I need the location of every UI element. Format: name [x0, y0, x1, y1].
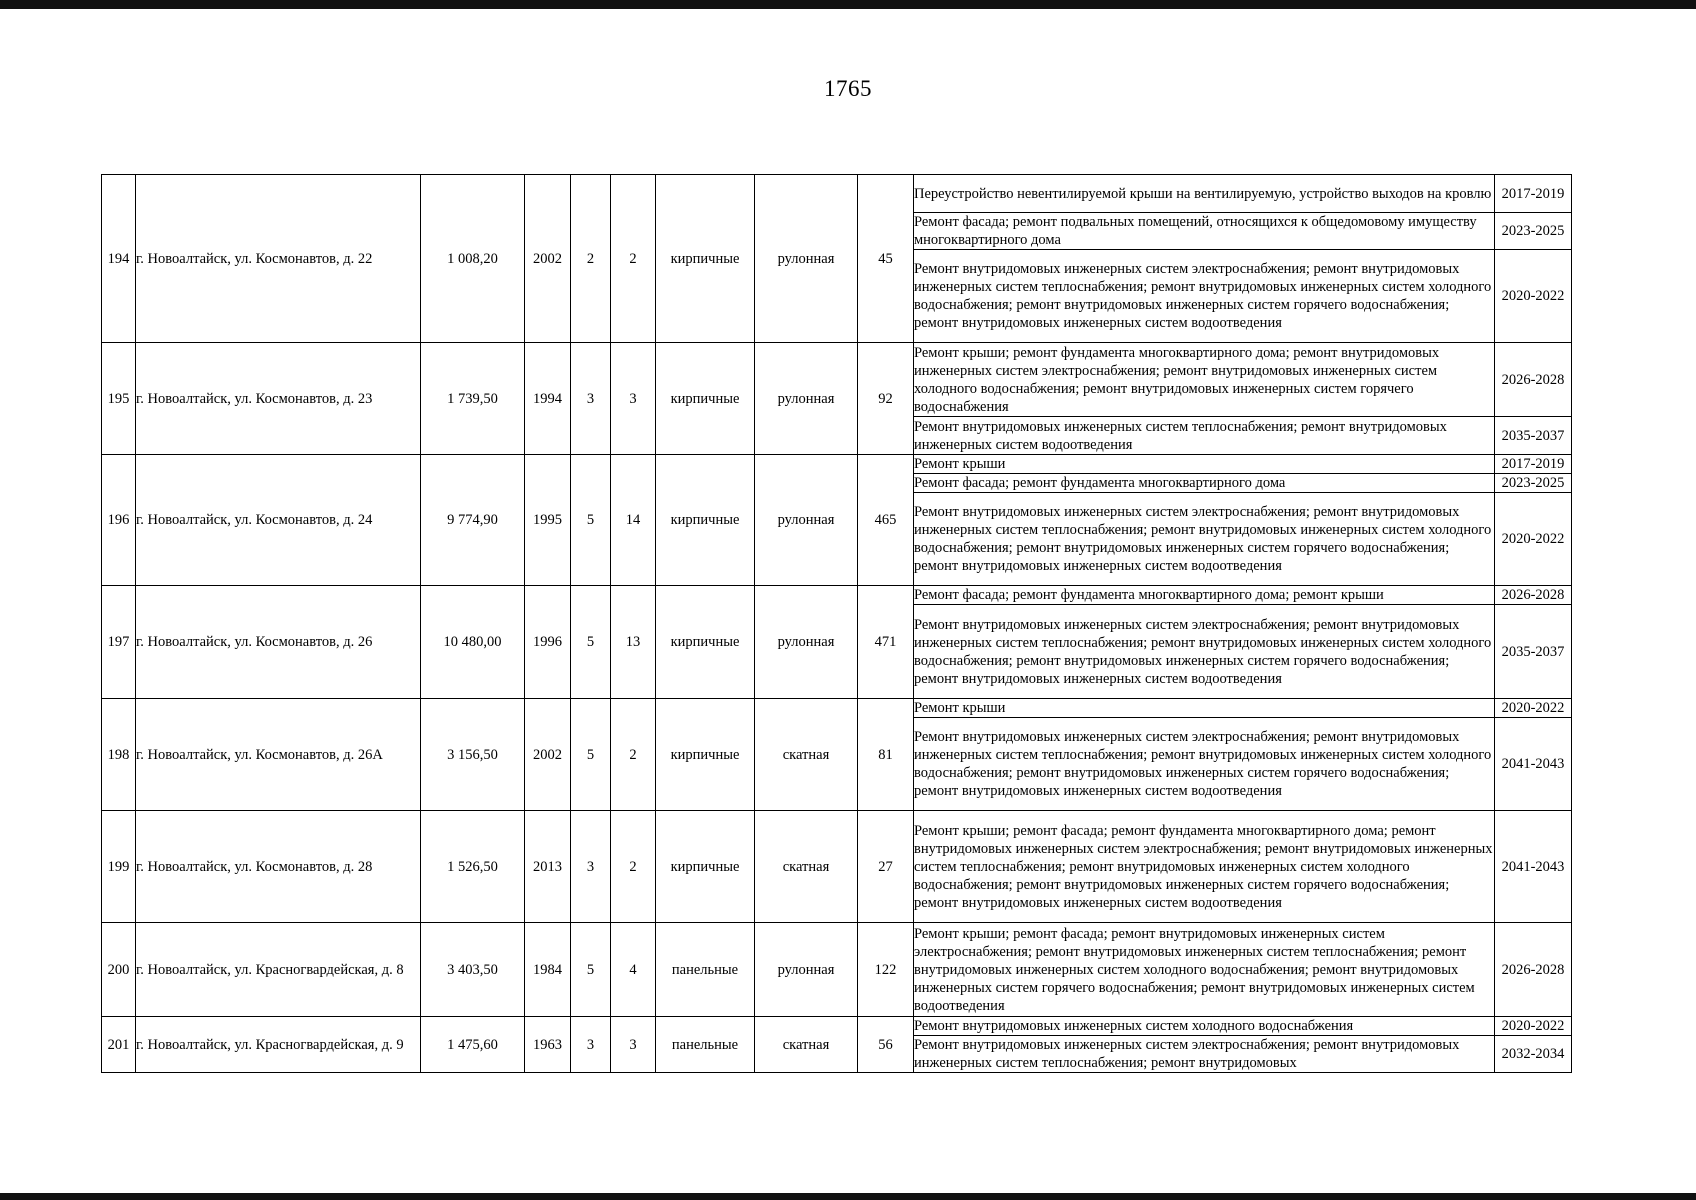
work-description: Ремонт внутридомовых инженерных систем электроснабжения; ремонт внутридомовых инженерных систем теплоснабжения; ремонт внутридомовых инженерных систем холодного водоснабжения; ремонт внутридомовых инженерных систем горячего водоснабжения; ремонт внутридомовых инженерных систем водоотведения — [914, 718, 1495, 811]
page-number: 1765 — [824, 76, 872, 101]
floors-cell: 2 — [571, 175, 611, 343]
work-period: 2023-2025 — [1495, 213, 1572, 250]
table-row — [102, 175, 1572, 213]
wall-material-cell: кирпичные — [656, 343, 755, 455]
roof-type-cell: рулонная — [755, 923, 858, 1017]
entrances-cell: 2 — [611, 811, 656, 923]
work-period: 2020-2022 — [1495, 699, 1572, 718]
year-cell: 2013 — [525, 811, 571, 923]
record-number: 197 — [102, 586, 136, 699]
work-description: Ремонт крыши; ремонт фасада; ремонт фундамента многоквартирного дома; ремонт внутридомовых инженерных систем электроснабжения; ремонт внутридомовых инженерных систем теплоснабжения; ремонт внутридомовых инженерных систем холодного водоснабжения; ремонт внутридомовых инженерных систем горячего водоснабжения; ремонт внутридомовых инженерных систем водоотведения — [914, 811, 1495, 923]
table-row — [102, 586, 1572, 605]
floors-cell: 3 — [571, 811, 611, 923]
work-description: Ремонт крыши; ремонт фасада; ремонт внутридомовых инженерных систем электроснабжения; ремонт внутридомовых инженерных систем теплоснабжения; ремонт внутридомовых инженерных систем холодного водоснабжения; ремонт внутридомовых инженерных систем горячего водоснабжения; ремонт внутридомовых инженерных систем водоотведения — [914, 923, 1495, 1017]
area-cell: 9 774,90 — [421, 455, 525, 586]
scan-border-bottom — [0, 1193, 1696, 1200]
work-description: Ремонт крыши — [914, 699, 1495, 718]
work-description: Ремонт крыши — [914, 455, 1495, 474]
entrances-cell: 2 — [611, 699, 656, 811]
work-period: 2020-2022 — [1495, 250, 1572, 343]
work-description: Ремонт фасада; ремонт фундамента многоквартирного дома — [914, 474, 1495, 493]
work-period: 2026-2028 — [1495, 923, 1572, 1017]
residents-cell: 56 — [858, 1017, 914, 1073]
wall-material-cell: кирпичные — [656, 586, 755, 699]
address-cell: г. Новоалтайск, ул. Космонавтов, д. 26 — [136, 586, 421, 699]
table-row — [102, 1017, 1572, 1036]
address-cell: г. Новоалтайск, ул. Красногвардейская, д. 8 — [136, 923, 421, 1017]
year-cell: 1963 — [525, 1017, 571, 1073]
work-period: 2035-2037 — [1495, 605, 1572, 699]
residents-cell: 92 — [858, 343, 914, 455]
work-period: 2041-2043 — [1495, 811, 1572, 923]
entrances-cell: 13 — [611, 586, 656, 699]
year-cell: 1996 — [525, 586, 571, 699]
address-cell: г. Новоалтайск, ул. Красногвардейская, д. 9 — [136, 1017, 421, 1073]
roof-type-cell: рулонная — [755, 455, 858, 586]
address-cell: г. Новоалтайск, ул. Космонавтов, д. 24 — [136, 455, 421, 586]
roof-type-cell: скатная — [755, 699, 858, 811]
residents-cell: 45 — [858, 175, 914, 343]
floors-cell: 5 — [571, 586, 611, 699]
area-cell: 1 008,20 — [421, 175, 525, 343]
wall-material-cell: кирпичные — [656, 455, 755, 586]
area-cell: 3 156,50 — [421, 699, 525, 811]
area-cell: 1 475,60 — [421, 1017, 525, 1073]
address-cell: г. Новоалтайск, ул. Космонавтов, д. 23 — [136, 343, 421, 455]
area-cell: 1 526,50 — [421, 811, 525, 923]
wall-material-cell: кирпичные — [656, 811, 755, 923]
residents-cell: 465 — [858, 455, 914, 586]
wall-material-cell: панельные — [656, 923, 755, 1017]
roof-type-cell: рулонная — [755, 175, 858, 343]
work-description: Ремонт внутридомовых инженерных систем электроснабжения; ремонт внутридомовых инженерных систем теплоснабжения; ремонт внутридомовых инженерных систем холодного водоснабжения; ремонт внутридомовых инженерных систем горячего водоснабжения; ремонт внутридомовых инженерных систем водоотведения — [914, 493, 1495, 586]
work-description: Ремонт внутридомовых инженерных систем электроснабжения; ремонт внутридомовых инженерных систем теплоснабжения; ремонт внутридомовых инженерных систем холодного водоснабжения; ремонт внутридомовых инженерных систем горячего водоснабжения; ремонт внутридомовых инженерных систем водоотведения — [914, 250, 1495, 343]
housing-registry-table — [101, 174, 1572, 1073]
table-row — [102, 455, 1572, 474]
work-period: 2020-2022 — [1495, 1017, 1572, 1036]
address-cell: г. Новоалтайск, ул. Космонавтов, д. 26А — [136, 699, 421, 811]
year-cell: 1984 — [525, 923, 571, 1017]
work-description: Ремонт внутридомовых инженерных систем электроснабжения; ремонт внутридомовых инженерных систем теплоснабжения; ремонт внутридомовых — [914, 1036, 1495, 1073]
work-period: 2017-2019 — [1495, 455, 1572, 474]
year-cell: 1995 — [525, 455, 571, 586]
work-period: 2026-2028 — [1495, 586, 1572, 605]
floors-cell: 5 — [571, 455, 611, 586]
entrances-cell: 14 — [611, 455, 656, 586]
wall-material-cell: кирпичные — [656, 699, 755, 811]
residents-cell: 122 — [858, 923, 914, 1017]
work-description: Ремонт крыши; ремонт фундамента многоквартирного дома; ремонт внутридомовых инженерных систем электроснабжения; ремонт внутридомовых инженерных систем холодного водоснабжения; ремонт внутридомовых инженерных систем горячего водоснабжения — [914, 343, 1495, 417]
area-cell: 1 739,50 — [421, 343, 525, 455]
work-description: Переустройство невентилируемой крыши на вентилируемую, устройство выходов на кровлю — [914, 175, 1495, 213]
work-period: 2023-2025 — [1495, 474, 1572, 493]
work-period: 2032-2034 — [1495, 1036, 1572, 1073]
floors-cell: 5 — [571, 699, 611, 811]
roof-type-cell: рулонная — [755, 586, 858, 699]
table-row — [102, 343, 1572, 417]
work-description: Ремонт внутридомовых инженерных систем электроснабжения; ремонт внутридомовых инженерных систем теплоснабжения; ремонт внутридомовых инженерных систем холодного водоснабжения; ремонт внутридомовых инженерных систем горячего водоснабжения; ремонт внутридомовых инженерных систем водоотведения — [914, 605, 1495, 699]
address-cell: г. Новоалтайск, ул. Космонавтов, д. 22 — [136, 175, 421, 343]
work-period: 2026-2028 — [1495, 343, 1572, 417]
record-number: 199 — [102, 811, 136, 923]
residents-cell: 27 — [858, 811, 914, 923]
address-cell: г. Новоалтайск, ул. Космонавтов, д. 28 — [136, 811, 421, 923]
area-cell: 3 403,50 — [421, 923, 525, 1017]
residents-cell: 471 — [858, 586, 914, 699]
table-row — [102, 699, 1572, 718]
work-description: Ремонт фасада; ремонт подвальных помещений, относящихся к общедомовому имуществу многоквартирного дома — [914, 213, 1495, 250]
work-period: 2041-2043 — [1495, 718, 1572, 811]
wall-material-cell: панельные — [656, 1017, 755, 1073]
roof-type-cell: скатная — [755, 1017, 858, 1073]
entrances-cell: 2 — [611, 175, 656, 343]
scan-border-top — [0, 0, 1696, 9]
record-number: 198 — [102, 699, 136, 811]
year-cell: 2002 — [525, 699, 571, 811]
record-number: 194 — [102, 175, 136, 343]
year-cell: 1994 — [525, 343, 571, 455]
record-number: 195 — [102, 343, 136, 455]
residents-cell: 81 — [858, 699, 914, 811]
floors-cell: 3 — [571, 1017, 611, 1073]
work-description: Ремонт внутридомовых инженерных систем теплоснабжения; ремонт внутридомовых инженерных систем водоотведения — [914, 417, 1495, 455]
area-cell: 10 480,00 — [421, 586, 525, 699]
work-period: 2017-2019 — [1495, 175, 1572, 213]
record-number: 201 — [102, 1017, 136, 1073]
wall-material-cell: кирпичные — [656, 175, 755, 343]
floors-cell: 5 — [571, 923, 611, 1017]
entrances-cell: 3 — [611, 343, 656, 455]
work-period: 2020-2022 — [1495, 493, 1572, 586]
record-number: 196 — [102, 455, 136, 586]
entrances-cell: 4 — [611, 923, 656, 1017]
year-cell: 2002 — [525, 175, 571, 343]
entrances-cell: 3 — [611, 1017, 656, 1073]
roof-type-cell: рулонная — [755, 343, 858, 455]
floors-cell: 3 — [571, 343, 611, 455]
work-description: Ремонт внутридомовых инженерных систем холодного водоснабжения — [914, 1017, 1495, 1036]
record-number: 200 — [102, 923, 136, 1017]
work-period: 2035-2037 — [1495, 417, 1572, 455]
table-row — [102, 923, 1572, 1017]
roof-type-cell: скатная — [755, 811, 858, 923]
work-description: Ремонт фасада; ремонт фундамента многоквартирного дома; ремонт крыши — [914, 586, 1495, 605]
table-row — [102, 811, 1572, 923]
